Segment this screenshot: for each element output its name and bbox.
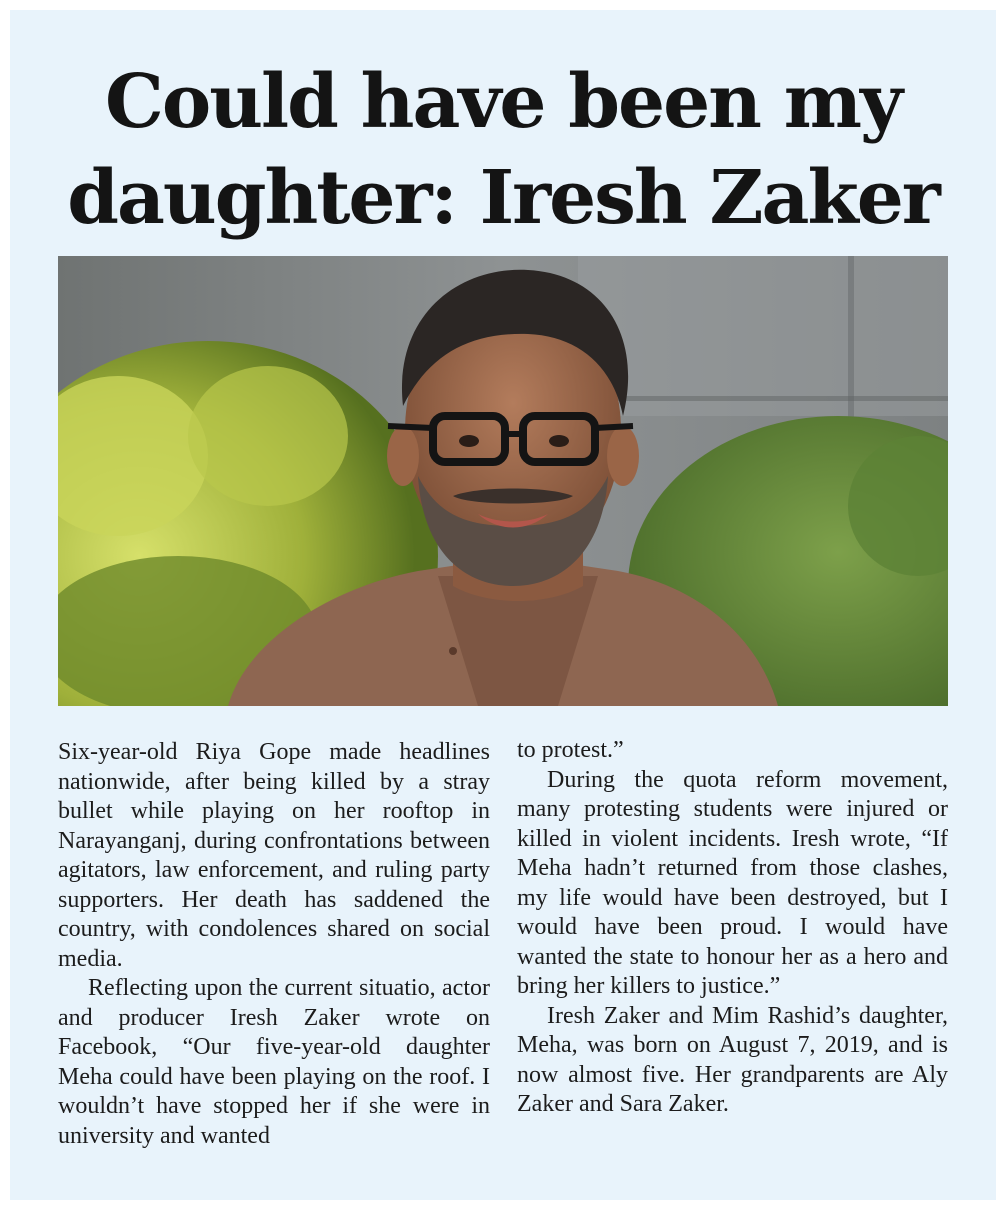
headline-line-1: Could have been my: [104, 59, 902, 145]
headline-line-2: daughter: Iresh Zaker: [67, 155, 939, 241]
paragraph-3: During the quota reform movement, many protesting students were injured or killed in violent incidents. Iresh wrote, “If Meha hadn’t returned from those clashes, my life would have been destroyed, but I would have been proud. I would have wanted the state to honour her as a hero and bring her killers to justice.”: [517, 766, 948, 999]
newspaper-clipping: [10, 10, 996, 1200]
paragraph-1: Six-year-old Riya Gope made headlines nationwide, after being killed by a stray bullet while playing on her rooftop in Narayanganj, during confrontations between agitators, law enforcement, and ruling party supporters. Her death has saddened the country, with condolences shared on social media.: [58, 739, 490, 972]
paragraph-4: Iresh Zaker and Mim Rashid’s daughter, Meha, was born on August 7, 2019, and is now almost five. Her grandparents are Aly Zaker and Sara Zaker.: [517, 1002, 948, 1117]
paragraph-2-continued: to protest.”: [517, 737, 624, 763]
portrait-photo-icon: [58, 256, 948, 706]
paragraph-2: Reflecting upon the current situatio, actor and producer Iresh Zaker wrote on Facebook, “Our five-year-old daughter Meha could have been playing on the roof. I wouldn’t have stopped her if she were in university and wanted: [58, 975, 490, 1149]
headline: [10, 54, 996, 246]
article-photo: [58, 256, 948, 706]
article-column-right: [517, 736, 948, 1120]
article-column-left: [58, 738, 490, 1151]
